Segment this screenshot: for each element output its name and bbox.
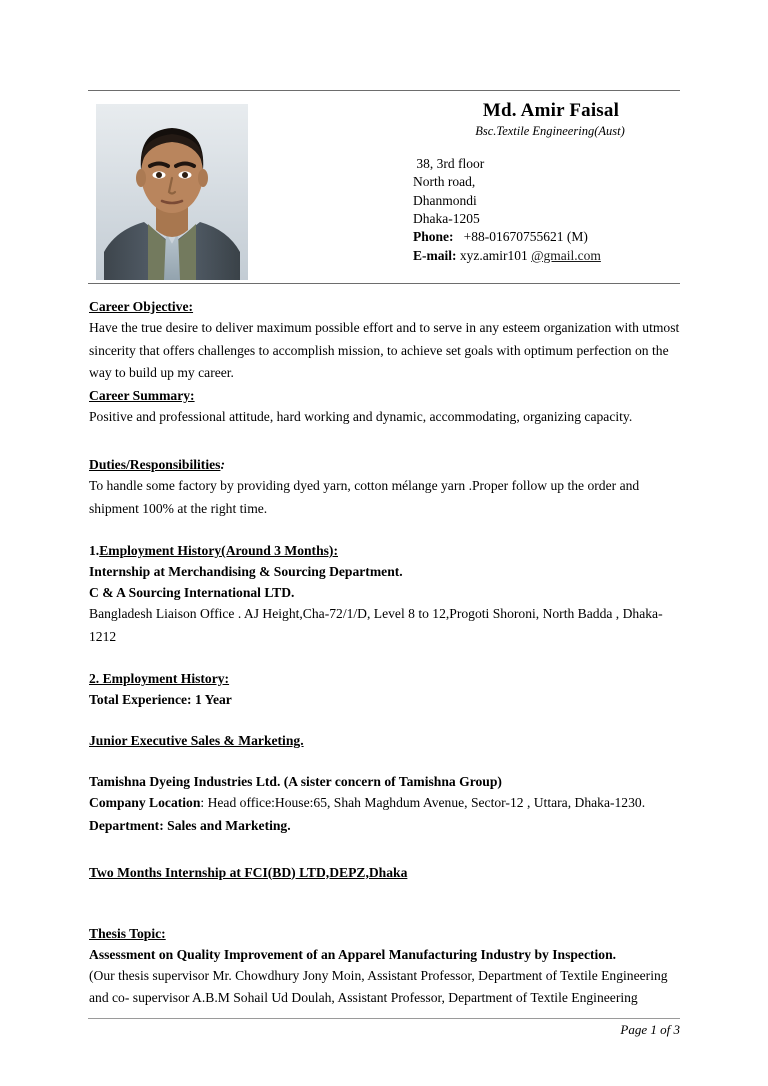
phone-label: Phone:	[413, 229, 454, 245]
career-summary-heading: Career Summary:	[89, 387, 195, 403]
career-objective-text: Have the true desire to deliver maximum possible effort and to serve in any esteem organization with utmost sincerity that offers challenges to accomplish mission, to achieve set goals with optimum perfection on the way to build up my career.	[89, 320, 680, 380]
employment-2-position-heading: Junior Executive Sales & Marketing.	[89, 733, 304, 748]
address-line-2: North road,	[413, 174, 476, 190]
company-location-value: : Head office:House:65, Shah Maghdum Avenue, Sector-12 , Uttara, Dhaka-1230.	[200, 795, 646, 810]
header-top-rule	[88, 90, 680, 91]
company-location-label: Company Location	[89, 795, 201, 810]
email-domain-link[interactable]: @gmail.com	[531, 247, 601, 263]
contact-address-block	[413, 155, 683, 265]
candidate-name: Md. Amir Faisal	[482, 100, 620, 121]
phone-line	[413, 228, 683, 246]
employment-2-total-experience: Total Experience: 1 Year	[89, 692, 232, 707]
thesis-title: Assessment on Quality Improvement of an Apparel Manufacturing Industry by Inspection.	[89, 946, 617, 962]
page-indicator: Page 1 of 3	[620, 1022, 680, 1037]
candidate-degree: Bsc.Textile Engineering(Aust)	[475, 123, 625, 138]
career-summary-text: Positive and professional attitude, hard working and dynamic, accommodating, organizing capacity.	[89, 408, 633, 424]
header-text-block	[413, 100, 683, 265]
internship-heading: Two Months Internship at FCI(BD) LTD,DEPZ,Dhaka	[89, 864, 408, 880]
employment-1-heading: 1.Employment History(Around 3 Months):	[89, 543, 338, 558]
email-line	[413, 247, 683, 265]
duties-heading: Duties/Responsibilities:	[89, 457, 225, 472]
phone-value: +88-01670755621 (M)	[453, 229, 588, 245]
thesis-heading: Thesis Topic:	[89, 925, 166, 941]
resume-header	[88, 100, 682, 280]
address-line-4: Dhaka-1205	[413, 211, 480, 227]
header-bottom-rule	[88, 283, 680, 284]
address-line-1: 38, 3rd floor	[413, 155, 485, 171]
candidate-photo	[96, 104, 248, 280]
thesis-supervisors: (Our thesis supervisor Mr. Chowdhury Jony Moin, Assistant Professor, Department of Textile Engineering and co- supervisor A.B.M Sohail Ud Doulah, Assistant Professor, Department of Textile Engineering	[89, 967, 668, 1005]
employment-1-address: Bangladesh Liaison Office . AJ Height,Cha-72/1/D, Level 8 to 12,Progoti Shoroni, North Badda , Dhaka-1212	[89, 606, 663, 644]
career-objective-heading: Career Objective:	[89, 299, 194, 314]
email-label: E-mail:	[413, 247, 457, 263]
employment-2-location	[89, 792, 683, 815]
employment-1-role: Internship at Merchandising & Sourcing Department.	[89, 564, 403, 579]
duties-text: To handle some factory by providing dyed yarn, cotton mélange yarn .Proper follow up the order and shipment 100% at the right time.	[89, 478, 640, 516]
employment-1-company: C & A Sourcing International LTD.	[89, 585, 295, 600]
address-line-3: Dhanmondi	[413, 192, 477, 208]
employment-2-heading: 2. Employment History:	[89, 671, 230, 686]
email-user: xyz.amir101	[456, 247, 532, 263]
resume-body	[89, 296, 683, 1010]
employment-2-company: Tamishna Dyeing Industries Ltd. (A sister concern of Tamishna Group)	[89, 774, 502, 789]
footer-rule	[88, 1018, 680, 1019]
employment-2-department: Department: Sales and Marketing.	[89, 817, 291, 833]
